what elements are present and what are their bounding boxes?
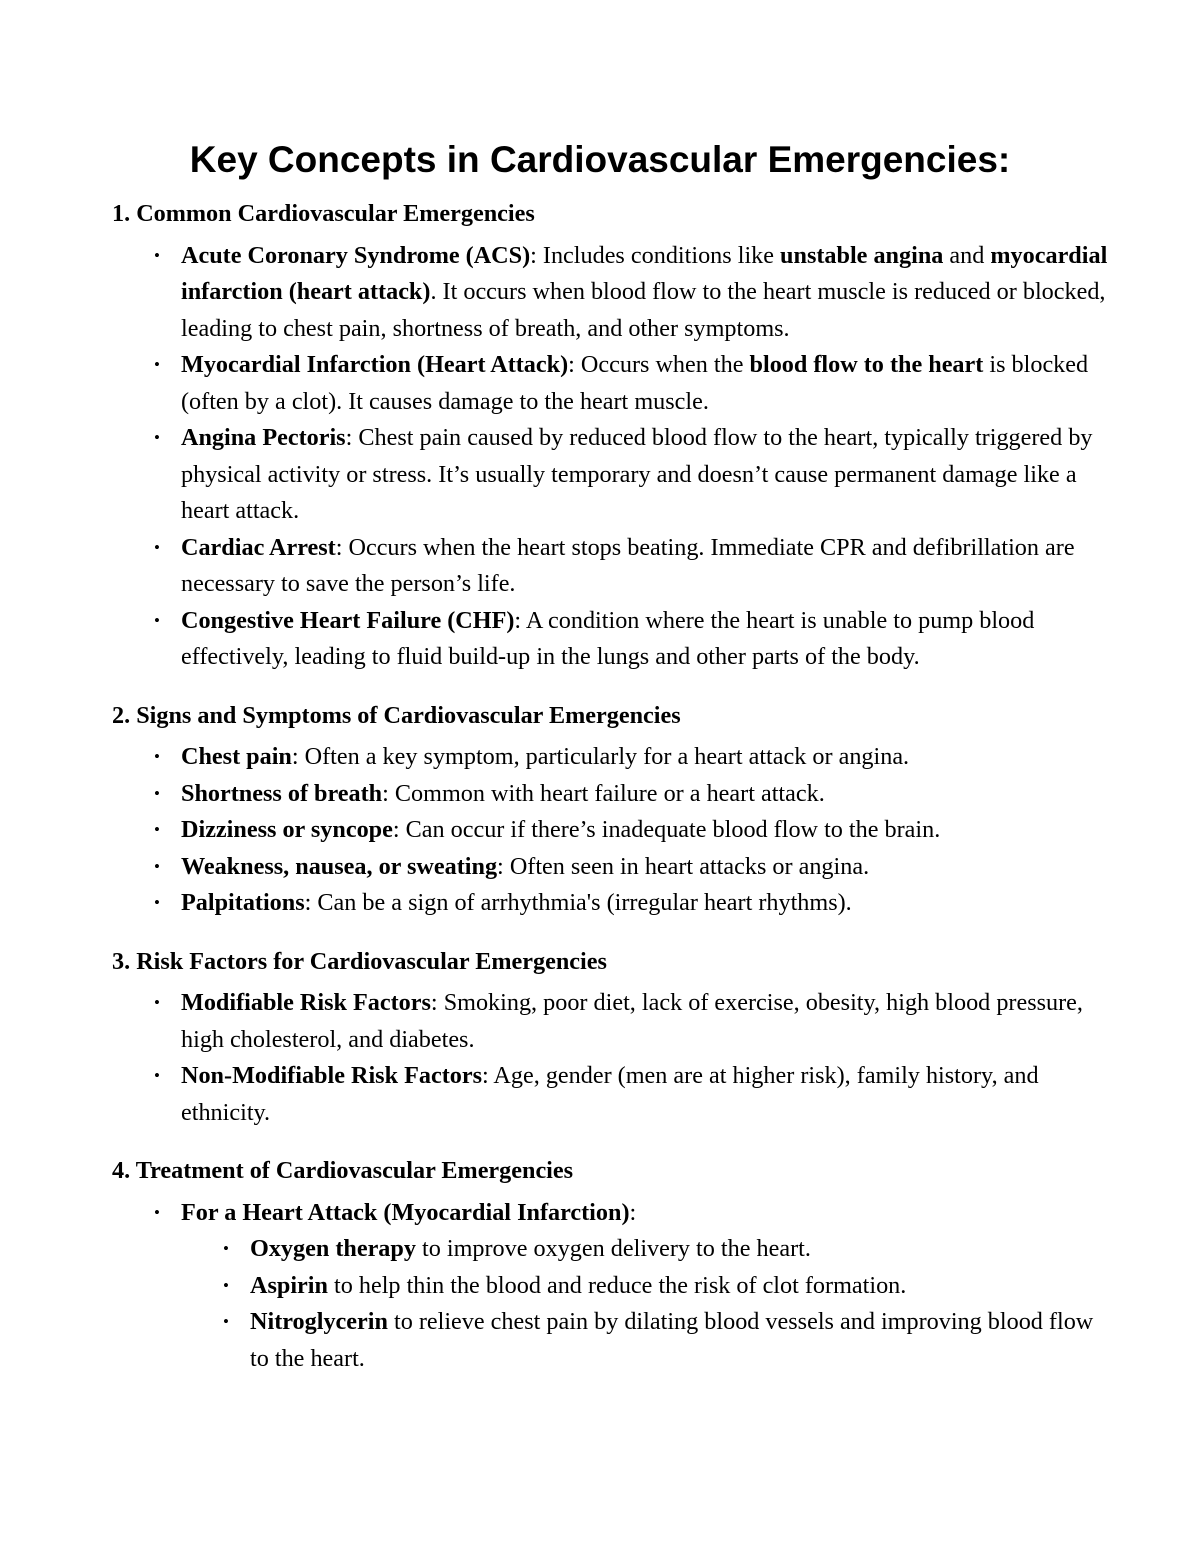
section-signs-symptoms <box>112 698 1112 922</box>
list-item <box>181 739 1112 776</box>
list-item <box>181 1058 1112 1131</box>
item-term: Cardiac Arrest <box>181 533 336 561</box>
page-title: Key Concepts in Cardiovascular Emergencies: <box>189 139 1011 180</box>
item-text: and <box>943 241 991 269</box>
item-term: Dizziness or syncope <box>181 816 393 843</box>
item-text: : Common with heart failure or a heart attack. <box>382 779 825 807</box>
bullet-list <box>112 985 1112 1131</box>
item-text: : Often a key symptom, particularly for a heart attack or angina. <box>291 743 910 770</box>
sub-list-item <box>250 1304 1112 1377</box>
item-text: : Smoking, poor diet, lack of exercise, obesity, high blood pressure, high cholesterol, and diabetes. <box>181 989 1083 1053</box>
item-term: Nitroglycerin <box>250 1308 388 1335</box>
item-term: Congestive Heart Failure (CHF) <box>181 606 515 634</box>
list-item <box>181 420 1112 530</box>
item-text: to improve oxygen delivery to the heart. <box>415 1235 811 1262</box>
item-term: Oxygen therapy <box>250 1235 416 1262</box>
section-treatment <box>112 1153 1112 1377</box>
sub-list-item <box>250 1268 1112 1305</box>
item-term: Modifiable Risk Factors <box>181 989 431 1016</box>
section-heading: 3. Risk Factors for Cardiovascular Emergencies <box>112 947 607 975</box>
item-term: Aspirin <box>250 1271 328 1299</box>
item-text: to relieve chest pain by dilating blood vessels and improving blood flow to the heart. <box>250 1308 1094 1372</box>
item-text: : Often seen in heart attacks or angina. <box>497 852 870 880</box>
list-item <box>181 238 1112 348</box>
list-item <box>181 776 1112 813</box>
item-text: : Can be a sign of arrhythmia's (irregular heart rhythms). <box>304 889 852 916</box>
list-item <box>181 603 1112 676</box>
list-item <box>181 530 1112 603</box>
list-item <box>181 347 1112 420</box>
section-heading: 2. Signs and Symptoms of Cardiovascular Emergencies <box>112 701 681 729</box>
sub-list-item <box>250 1231 1112 1268</box>
item-term: Angina Pectoris <box>181 424 346 451</box>
item-text: is blocked (often by a clot). It causes damage to the heart muscle. <box>181 351 1089 415</box>
section-risk-factors <box>112 944 1112 1132</box>
item-term: For a Heart Attack (Myocardial Infarction) <box>181 1198 630 1226</box>
item-text: : Occurs when the heart stops beating. Immediate CPR and defibrillation are necessary to save the person’s life. <box>181 533 1075 597</box>
section-heading: 1. Common Cardiovascular Emergencies <box>112 200 535 227</box>
section-heading: 4. Treatment of Cardiovascular Emergencies <box>112 1157 574 1184</box>
list-item <box>181 985 1112 1058</box>
item-emphasis: unstable angina <box>780 241 944 269</box>
item-term: Chest pain <box>181 743 292 770</box>
bullet-list <box>112 1195 1112 1378</box>
item-term: Shortness of breath <box>181 779 383 807</box>
item-text: . It occurs when blood flow to the heart muscle is reduced or blocked, leading to chest pain, shortness of breath, and other symptoms. <box>181 278 1106 342</box>
item-term: Myocardial Infarction (Heart Attack) <box>181 351 569 378</box>
list-item <box>181 812 1112 849</box>
item-text: : Age, gender (men are at higher risk), family history, and ethnicity. <box>181 1062 1039 1126</box>
item-emphasis: blood flow to the heart <box>749 351 984 378</box>
list-item <box>181 849 1112 886</box>
item-term: Weakness, nausea, or sweating <box>181 852 498 880</box>
sub-bullet-list <box>181 1231 1112 1377</box>
item-text: : Includes conditions like <box>530 241 781 269</box>
item-emphasis: myocardial infarction (heart attack) <box>181 241 1108 305</box>
item-text: : Occurs when the <box>568 351 750 378</box>
item-text: : Can occur if there’s inadequate blood flow to the brain. <box>392 816 941 843</box>
item-text: : <box>629 1198 637 1226</box>
item-term: Palpitations <box>181 889 305 916</box>
document-body <box>112 196 1112 1377</box>
section-common-emergencies <box>112 196 1112 676</box>
bullet-list <box>112 238 1112 676</box>
item-text: to help thin the blood and reduce the risk of clot formation. <box>327 1271 907 1299</box>
item-text: : Chest pain caused by reduced blood flow to the heart, typically triggered by physical activity or stress. It’s usually temporary and doesn’t cause permanent damage like a heart attack. <box>181 424 1093 524</box>
item-term: Acute Coronary Syndrome (ACS) <box>181 241 531 269</box>
list-item <box>181 1195 1112 1378</box>
bullet-list <box>112 739 1112 922</box>
item-text: : A condition where the heart is unable to pump blood effectively, leading to fluid build-up in the lungs and other parts of the body. <box>181 606 1035 670</box>
list-item <box>181 885 1112 922</box>
item-term: Non-Modifiable Risk Factors <box>181 1062 482 1089</box>
